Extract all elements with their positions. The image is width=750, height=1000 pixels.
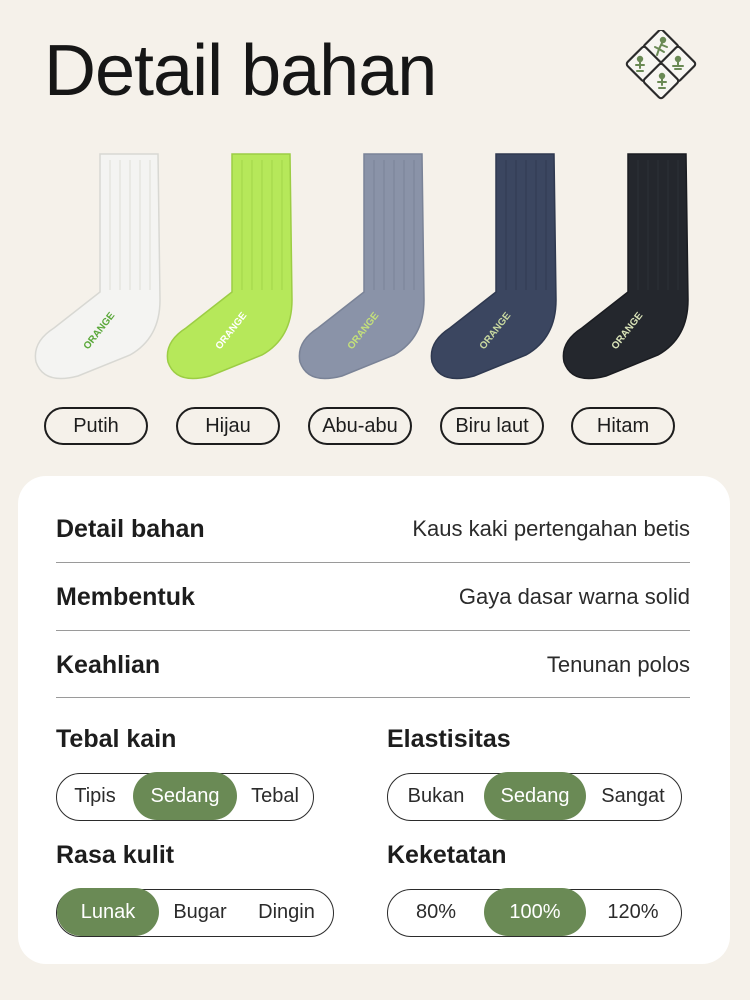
svg-text:ORANGE: ORANGE	[213, 310, 250, 352]
tightness-option-100[interactable]: 100%	[484, 888, 586, 936]
detail-label: Detail bahan	[56, 514, 205, 543]
color-option-hitam[interactable]: Hitam	[571, 407, 675, 445]
thickness-option-tipis[interactable]: Tipis	[74, 784, 116, 807]
elasticity-title: Elastisitas	[387, 725, 511, 753]
svg-text:ORANGE: ORANGE	[345, 310, 382, 352]
elasticity-option-sedang[interactable]: Sedang	[484, 772, 586, 820]
tightness-option-80[interactable]: 80%	[415, 900, 457, 923]
skin-feel-option-lunak[interactable]: Lunak	[57, 888, 159, 936]
detail-row-shape	[56, 563, 690, 631]
activity-badge-icon	[618, 30, 704, 116]
color-option-abu-abu[interactable]: Abu-abu	[308, 407, 412, 445]
svg-text:ORANGE: ORANGE	[609, 310, 646, 352]
detail-value: Gaya dasar warna solid	[458, 584, 690, 609]
color-options	[0, 407, 750, 447]
sock-image-navy	[426, 150, 560, 385]
skin-feel-option-bugar[interactable]: Bugar	[173, 900, 227, 923]
tightness-option-120[interactable]: 120%	[607, 900, 659, 923]
tightness-title: Keketatan	[387, 841, 507, 869]
sock-gallery	[28, 150, 728, 390]
color-option-biru-laut[interactable]: Biru laut	[440, 407, 544, 445]
detail-value: Tenunan polos	[546, 652, 690, 677]
thickness-option-tebal[interactable]: Tebal	[251, 784, 299, 807]
thickness-title: Tebal kain	[56, 725, 177, 753]
page-title: Detail bahan	[44, 31, 437, 111]
color-option-putih[interactable]: Putih	[44, 407, 148, 445]
detail-value: Kaus kaki pertengahan betis	[412, 516, 690, 541]
skin-feel-selector	[56, 889, 334, 937]
sock-image-black	[558, 150, 692, 385]
elasticity-selector	[387, 773, 682, 821]
material-detail-card	[18, 476, 730, 964]
tightness-selector	[387, 889, 682, 937]
sock-image-white	[30, 150, 164, 385]
detail-row-material	[56, 495, 690, 563]
skin-feel-option-dingin[interactable]: Dingin	[258, 900, 315, 923]
thickness-option-sedang[interactable]: Sedang	[133, 772, 237, 820]
sock-image-green	[162, 150, 296, 385]
sock-image-gray	[294, 150, 428, 385]
svg-text:ORANGE: ORANGE	[477, 310, 514, 352]
thickness-selector	[56, 773, 314, 821]
detail-label: Keahlian	[56, 650, 161, 679]
color-option-hijau[interactable]: Hijau	[176, 407, 280, 445]
elasticity-option-sangat[interactable]: Sangat	[601, 784, 665, 807]
svg-text:ORANGE: ORANGE	[81, 310, 118, 352]
skin-feel-title: Rasa kulit	[56, 841, 175, 869]
elasticity-option-bukan[interactable]: Bukan	[407, 784, 465, 807]
detail-label: Membentuk	[56, 582, 195, 611]
divider	[56, 697, 690, 698]
detail-row-craft	[56, 631, 690, 699]
